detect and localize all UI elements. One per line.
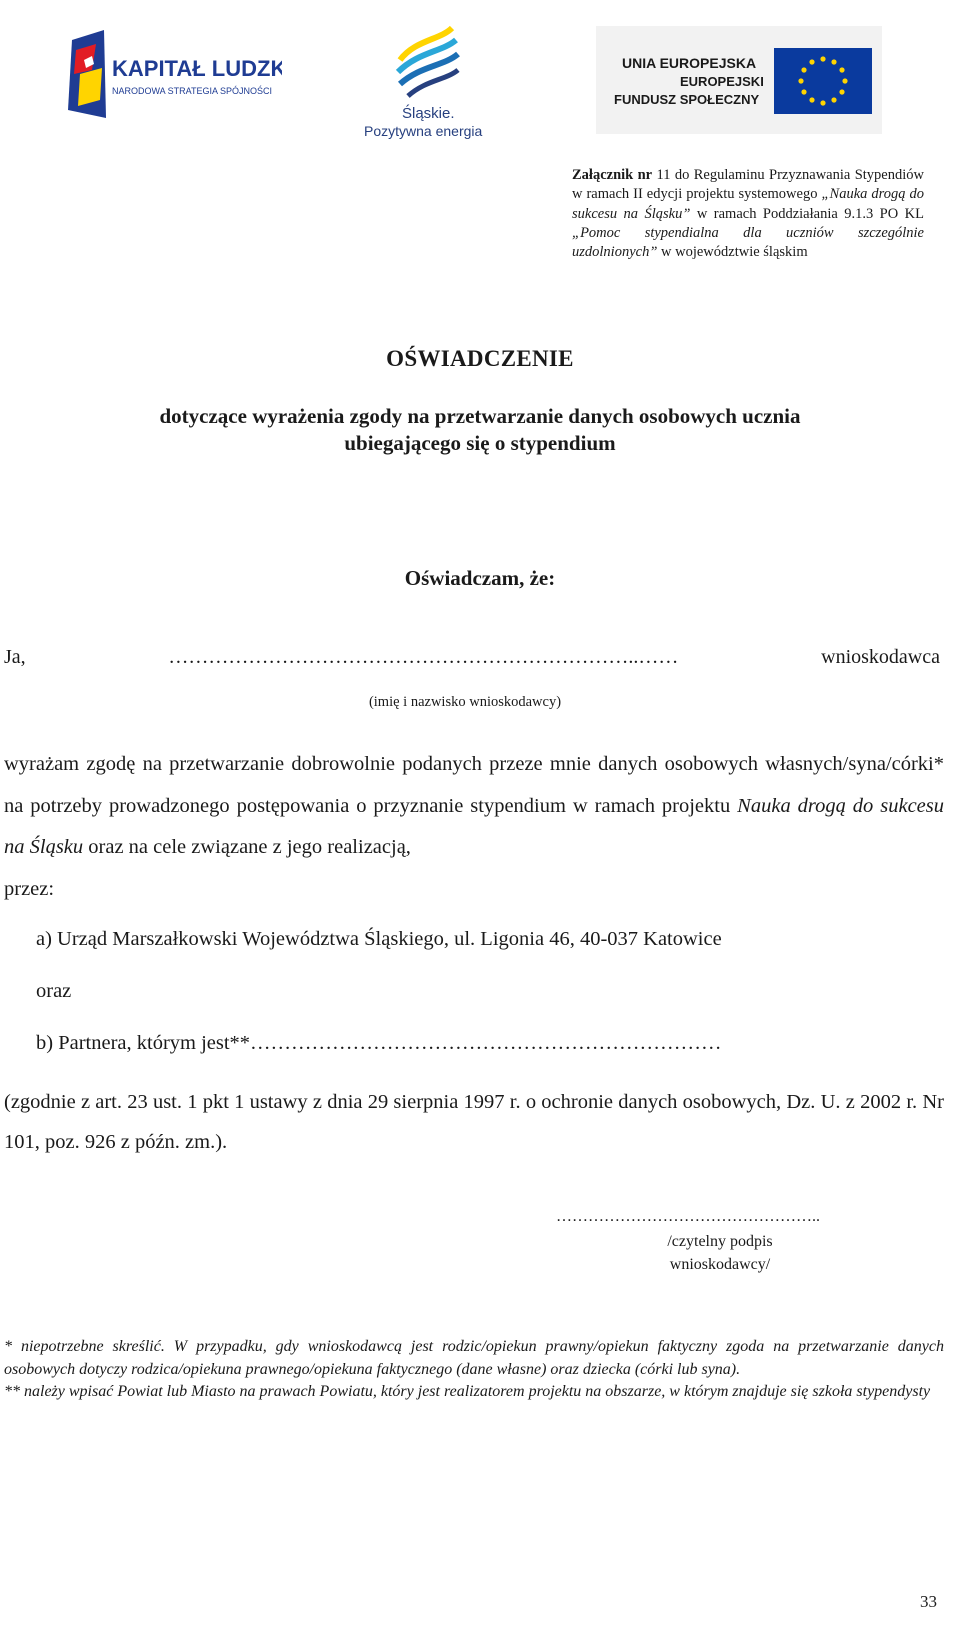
- svg-text:FUNDUSZ SPOŁECZNY: FUNDUSZ SPOŁECZNY: [614, 92, 760, 107]
- ja-suffix: wnioskodawca: [821, 646, 940, 668]
- annex-note: [572, 166, 924, 262]
- page-number: 33: [920, 1592, 937, 1611]
- subtitle-line-2: ubiegającego się o stypendium: [344, 431, 616, 455]
- svg-text:EUROPEJSKI: EUROPEJSKI: [680, 74, 764, 89]
- eu-logo: [596, 26, 882, 134]
- applicant-name-line: [4, 646, 944, 669]
- signature-label-line-1: /czytelny podpis: [667, 1233, 773, 1250]
- slaskie-logo: [360, 20, 490, 140]
- consent-paragraph: [4, 744, 944, 910]
- subtitle-line-1: dotyczące wyrażenia zgody na przetwarzanie danych osobowych ucznia: [159, 404, 801, 428]
- svg-text:Śląskie.: Śląskie.: [402, 105, 455, 122]
- footnote-2: ** należy wpisać Powiat lub Miasto na prawach Powiatu, który jest realizatorem projektu na obszarze, w którym znajduje się szkoła stypendysty: [4, 1383, 931, 1400]
- applicant-name-field[interactable]: ……………………………………………………………..……: [168, 646, 679, 668]
- item-conjunction: oraz: [36, 980, 72, 1002]
- annex-project-name: „Nauka drogą do sukcesu na Śląsku”: [572, 186, 924, 222]
- svg-text:KAPITAŁ LUDZKI: KAPITAŁ LUDZKI: [112, 56, 282, 81]
- document-title: OŚWIADCZENIE: [386, 346, 574, 371]
- document-subtitle: [60, 403, 900, 457]
- annex-text-2: w ramach Poddziałania 9.1.3 PO KL: [690, 205, 924, 222]
- slaskie-emblem: [360, 20, 490, 140]
- signature-label: [640, 1230, 800, 1276]
- item-a: a) Urząd Marszałkowski Województwa Śląskiego, ul. Ligonia 46, 40-037 Katowice: [36, 928, 722, 950]
- annex-label: Załącznik nr: [572, 167, 653, 183]
- consent-text-2: oraz na cele związane z jego realizacją,: [83, 836, 411, 858]
- svg-text:Pozytywna energia: Pozytywna energia: [364, 123, 483, 139]
- declaration-heading: Oświadczam, że:: [404, 566, 556, 590]
- annex-text-1: 11 do Regulaminu Przyznawania Stypendiów w ramach II edycji projektu systemowego: [572, 167, 924, 203]
- footnotes: [4, 1336, 944, 1404]
- legal-basis: (zgodnie z art. 23 ust. 1 pkt 1 ustawy z dnia 29 sierpnia 1997 r. o ochronie danych osobowych, Dz. U. z 2002 r. Nr 101, poz. 926 z późn. zm.).: [4, 1091, 944, 1153]
- consent-project-name: Nauka drogą do sukcesu na Śląsku: [4, 794, 944, 858]
- annex-program-name: „Pomoc stypendialna dla uczniów szczególnie uzdolnionych”: [572, 224, 924, 261]
- signature-label-line-2: wnioskodawcy/: [669, 1256, 771, 1273]
- consent-text-3: przez:: [4, 877, 55, 900]
- svg-text:NARODOWA STRATEGIA SPÓJNOŚCI: NARODOWA STRATEGIA SPÓJNOŚCI: [112, 86, 273, 96]
- ja-prefix: Ja,: [4, 646, 26, 668]
- signature-field[interactable]: …………………………………………..: [556, 1208, 820, 1225]
- consent-text-1: wyrażam zgodę na przetwarzanie dobrowolnie podanych przeze mnie danych osobowych własnych/syna/córki* na potrzeby prowadzonego postępowania o przyznanie stypendium w ramach projektu: [4, 753, 944, 817]
- applicant-name-hint: (imię i nazwisko wnioskodawcy): [368, 694, 562, 710]
- item-b-partner-field[interactable]: b) Partnera, którym jest**……………………………………………………………: [36, 1032, 722, 1054]
- kapital-ludzki-logo: [62, 30, 282, 120]
- kapital-ludzki-emblem: [62, 30, 282, 120]
- footnote-1: * niepotrzebne skreślić. W przypadku, gdy wnioskodawcą jest rodzic/opiekun prawny/opiekun faktyczny zgoda na przetwarzanie danych osobowych dotyczy rodzica/opiekuna prawnego/opiekuna faktycznego (dane własne) oraz dziecka (córki lub syna).: [4, 1338, 944, 1378]
- svg-text:UNIA EUROPEJSKA: UNIA EUROPEJSKA: [622, 55, 757, 71]
- annex-text-3: w województwie śląskim: [657, 244, 808, 261]
- eu-emblem: [596, 26, 882, 134]
